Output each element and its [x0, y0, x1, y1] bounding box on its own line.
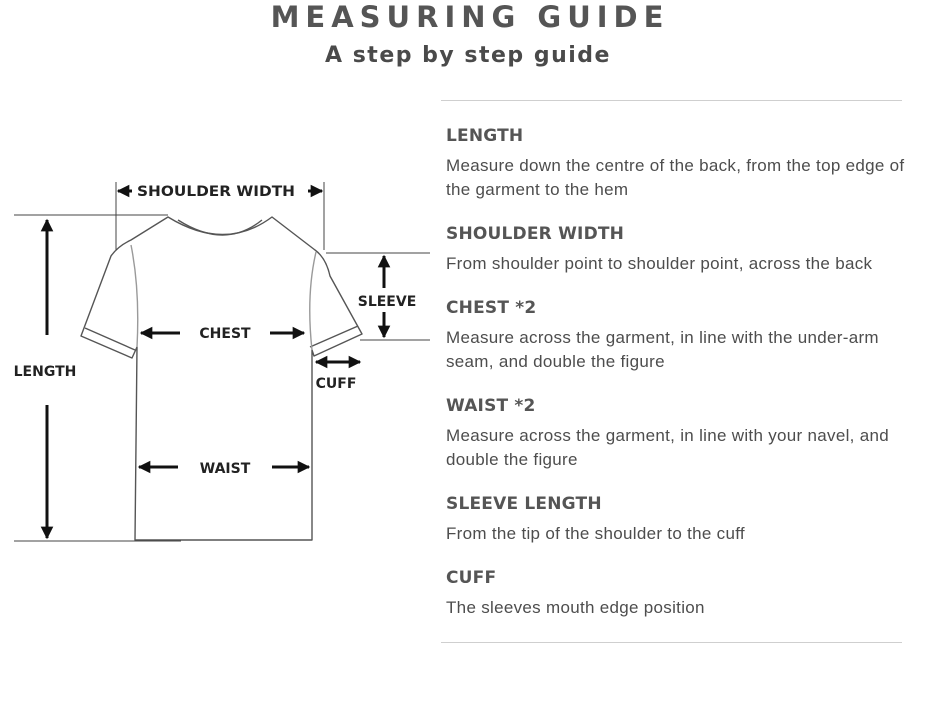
section-body: From the tip of the shoulder to the cuff	[446, 524, 745, 543]
armhole-right	[310, 252, 316, 350]
label-sleeve: SLEEVE	[357, 294, 417, 310]
label-shoulder-width: SHOULDER WIDTH	[137, 184, 295, 200]
section-shoulder-width	[446, 224, 906, 276]
section-body: The sleeves mouth edge position	[446, 598, 705, 617]
section-title: LENGTH	[446, 126, 524, 146]
page-title: MEASURING GUIDE	[270, 0, 670, 34]
section-title: WAIST *2	[446, 396, 536, 416]
section-body: Measure down the centre of the back, from the top edge of the garment to the hem	[446, 156, 905, 199]
section-sleeve-length	[446, 494, 906, 546]
section-title: CUFF	[446, 568, 497, 588]
label-waist: WAIST	[199, 461, 251, 477]
section-waist	[446, 396, 906, 472]
page-subtitle: A step by step guide	[325, 43, 611, 68]
bottom-divider	[441, 642, 902, 643]
section-body: From shoulder point to shoulder point, across the back	[446, 254, 873, 273]
top-divider	[441, 100, 902, 101]
section-title: SLEEVE LENGTH	[446, 494, 602, 514]
measure-arrows	[47, 191, 384, 538]
collar-inner	[178, 220, 262, 235]
section-length	[446, 126, 906, 202]
reference-lines	[14, 182, 430, 541]
section-chest	[446, 298, 906, 374]
sleeve-cuff-left	[85, 328, 135, 350]
sleeve-cuff-right	[310, 326, 358, 347]
section-title: CHEST *2	[446, 298, 537, 318]
section-title: SHOULDER WIDTH	[446, 224, 625, 244]
label-cuff: CUFF	[315, 376, 357, 392]
section-body: Measure across the garment, in line with your navel, and double the figure	[446, 426, 889, 469]
armhole-left	[131, 245, 138, 347]
tshirt-diagram	[0, 0, 440, 600]
label-chest: CHEST	[199, 326, 251, 342]
label-length: LENGTH	[13, 364, 77, 380]
section-body: Measure across the garment, in line with the under-arm seam, and double the figure	[446, 328, 879, 371]
section-cuff	[446, 568, 906, 620]
